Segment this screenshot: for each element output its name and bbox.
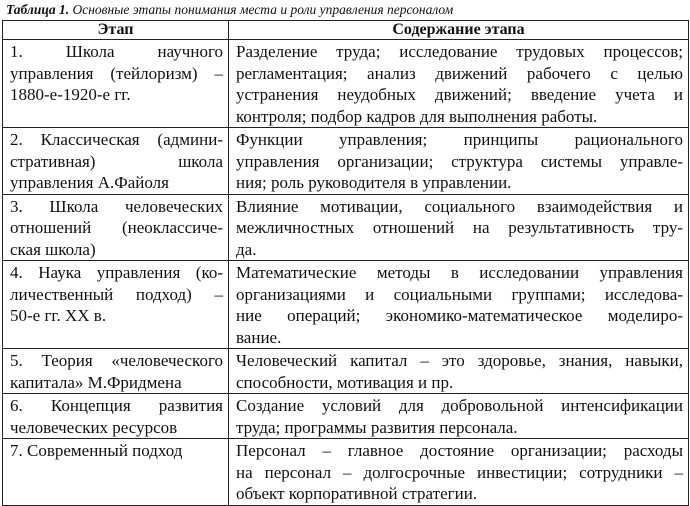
table-row <box>3 128 689 195</box>
content-cell <box>229 261 689 349</box>
stage-text-line: 50-е гг. XX в. <box>10 306 107 325</box>
content-cell <box>229 128 689 195</box>
table-row <box>3 40 689 128</box>
content-text-line: Разделение труда; исследование трудовых процессов; <box>236 42 683 61</box>
table-caption <box>6 2 453 18</box>
content-text-line: труда; программы развития персонала. <box>236 417 518 437</box>
content-cell <box>229 439 689 506</box>
table-caption-label: Таблица 1. <box>6 2 70 17</box>
content-text-line: контроля; подбор кадров для выполнения работы. <box>236 106 598 126</box>
header-stage: Этап <box>3 21 229 40</box>
table-header-row <box>3 21 689 40</box>
content-text-line: ние операций; экономико-математическое моделиро- <box>236 306 683 325</box>
content-text-line: Математические методы в исследовании управления <box>236 263 683 282</box>
stage-text-line: 5. Теория «человеческого <box>10 351 223 370</box>
stage-text-line: 7. Современный подход <box>10 441 183 460</box>
content-text-line: управления организации; структура системы управле- <box>236 151 683 171</box>
content-text-line: Создание условий для добровольной интенсификации <box>236 396 683 415</box>
content-text-line: ния; роль руководителя в управлении. <box>236 173 512 192</box>
content-text-line: на персонал – долгосрочные инвестиции; сотрудники – <box>236 462 683 482</box>
content-cell <box>229 394 689 439</box>
content-cell <box>229 349 689 394</box>
content-text-line: Персонал – главное достояние организации; расходы <box>236 441 683 460</box>
content-cell <box>229 40 689 128</box>
stage-cell <box>3 128 229 195</box>
stage-text-line: 2. Классическая (админи- <box>10 130 223 149</box>
stage-cell <box>3 394 229 439</box>
stage-text-line: 4. Наука управления (ко- <box>10 263 223 282</box>
stage-text-line: 6. Концепция развития <box>10 396 223 415</box>
stage-text-line: человеческих ресурсов <box>10 417 178 437</box>
stage-cell <box>3 261 229 349</box>
stage-cell <box>3 439 229 506</box>
table-row <box>3 394 689 439</box>
content-text-line: межличностных отношений на результативность тру- <box>236 218 683 237</box>
stage-text-line: капитала» М.Фридмена <box>10 372 182 392</box>
content-text-line: Функции управления; принципы рационального <box>236 130 683 149</box>
stage-text-line: личественный подход) – <box>10 284 223 304</box>
content-text-line: Человеческий капитал – это здоровье, знания, навыки, <box>236 351 683 370</box>
content-text-line: регламентация; анализ движений рабочего с целью <box>236 63 683 83</box>
table-body <box>3 40 689 506</box>
header-content: Содержание этапа <box>229 21 689 40</box>
stage-cell <box>3 194 229 261</box>
stage-text-line: ская школа) <box>10 239 96 259</box>
content-text-line: способности, мотивация и пр. <box>236 372 454 392</box>
stage-text-line: управления А.Файоля <box>10 173 169 192</box>
content-text-line: да. <box>236 239 257 259</box>
table-row <box>3 349 689 394</box>
stage-text-line: 1. Школа научного <box>10 42 223 61</box>
content-text-line: объект корпоративной стратегии. <box>236 484 478 503</box>
content-text-line: организациями и социальными группами; исследова- <box>236 284 683 304</box>
table-row <box>3 261 689 349</box>
table-caption-text: Основные этапы понимания места и роли управления персоналом <box>69 2 454 17</box>
stage-cell <box>3 40 229 128</box>
stage-text-line: отношений (неоклассиче- <box>10 218 223 237</box>
content-text-line: устранения неудобных движений; введение учета и <box>236 85 683 104</box>
content-text-line: вание. <box>236 327 282 347</box>
table-row <box>3 194 689 261</box>
content-cell <box>229 194 689 261</box>
content-text-line: Влияние мотивации, социального взаимодействия и <box>236 196 683 216</box>
stage-cell <box>3 349 229 394</box>
stage-text-line: 1880-е-1920-е гг. <box>10 85 131 104</box>
table-row <box>3 439 689 506</box>
stage-text-line: 3. Школа человеческих <box>10 196 223 216</box>
stages-table <box>2 20 689 506</box>
stage-text-line: стративная) школа <box>10 151 223 171</box>
stage-text-line: управления (тейлоризм) – <box>10 63 223 83</box>
